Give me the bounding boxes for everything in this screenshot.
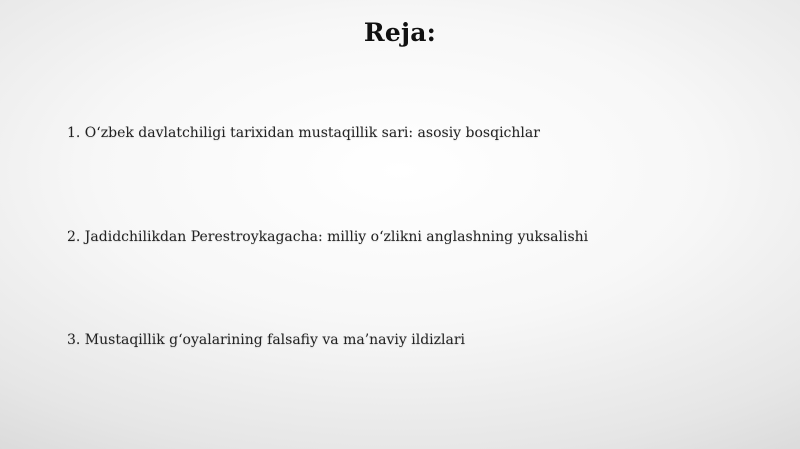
slide-title: Reja: bbox=[363, 18, 437, 47]
plan-item-2: 2. Jadidchilikdan Perestroykagacha: milliy o‘zlikni anglashning yuksalishi bbox=[67, 229, 589, 245]
plan-item-3: 3. Mustaqillik g‘oyalarining falsafiy va ma’naviy ildizlari bbox=[67, 332, 466, 348]
plan-item-1: 1. O‘zbek davlatchiligi tarixidan mustaqillik sari: asosiy bosqichlar bbox=[67, 125, 540, 141]
